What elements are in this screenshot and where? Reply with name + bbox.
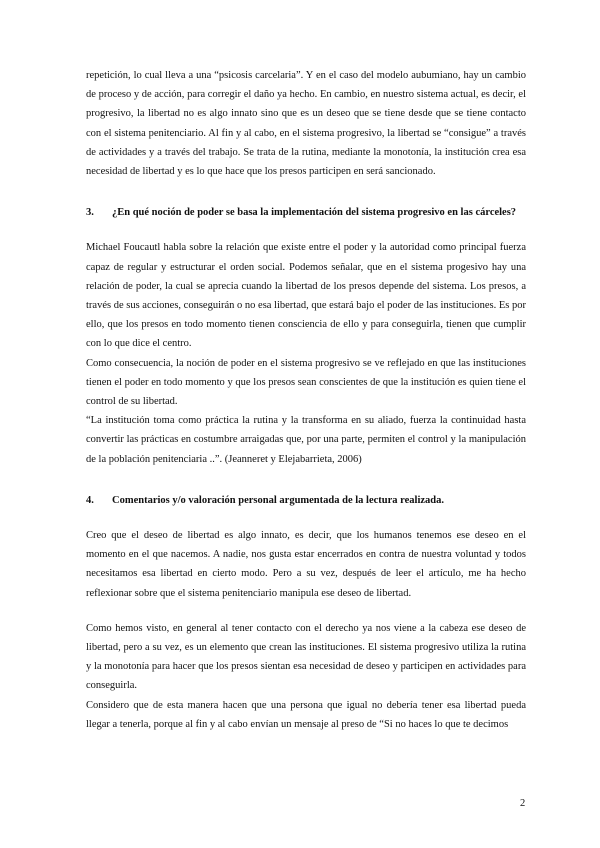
paragraph-section-3-quote: “La institución toma como práctica la rutina y la transforma en su aliado, fuerza la continuidad hasta convertir las prácticas en costumbre arraigadas que, por una parte, permiten el control y la manipulación de la población penitenciaria ..”. (Jeanneret y Elejabarrieta, 2006) bbox=[86, 415, 526, 465]
paragraph-section-3-2: Como consecuencia, la noción de poder en el sistema progresivo se ve reflejado en que las instituciones tienen el poder en todo momento y que los presos sean conscientes de que la institución es quien tiene el control de su libertad. bbox=[86, 357, 526, 408]
page-number: 2 bbox=[520, 798, 526, 809]
page-body bbox=[86, 66, 526, 734]
section-3-title: ¿En qué noción de poder se basa la implementación del sistema progresivo en las cárceles? bbox=[112, 207, 517, 219]
paragraph-intro: repetición, lo cual lleva a una “psicosis carcelaria”. Y en el caso del modelo aubumiano, hay un cambio de proceso y de acción, para corregir el daño ya hecho. En cambio, en nuestro sistema actual, es decir, el progresivo, la libertad no es algo innato sino que es un deseo que se tiene desde que se tiene contacto con el sistema penitenciario. Al fin y al cabo, en el sistema progresivo, la libertad se “consigue” a través de actividades y a través del trabajo. Se trata de la rutina, mediante la monotonía, la institución crea esa necesidad de libertad y es lo que hace que los presos participen en será sancionado. bbox=[86, 70, 526, 178]
section-4-heading bbox=[86, 491, 526, 510]
paragraph-section-3-1: Michael Foucautl habla sobre la relación que existe entre el poder y la autoridad como principal fuerza capaz de regular y estructurar el orden social. Podemos señalar, que en el sistema progesivo hay una relación de poder, la cual se aprecia cuando la libertad de los presos depende del sistema. Los presos, a través de sus acciones, conseguirán o no esa libertad, que estará bajo el poder de las instituciones. Es por ello, que los presos en todo momento tienen consciencia de ello y para conseguirla, tienen que cumplir con lo que dice el centro. bbox=[86, 242, 526, 350]
section-3-heading bbox=[86, 203, 526, 222]
section-3-number: 3. bbox=[86, 207, 94, 219]
paragraph-section-4-1: Creo que el deseo de libertad es algo innato, es decir, que los humanos tenemos ese deseo en el momento en el que nacemos. A nadie, nos gusta estar encerrados en contra de nuestra voluntad y todos necesitamos esa libertad en cierto modo. Pero a su vez, después de leer el artículo, me ha hecho reflexionar sobre que el sistema penitenciario manipula ese deseo de libertad. bbox=[86, 530, 526, 599]
section-4-title: Comentarios y/o valoración personal argumentada de la lectura realizada. bbox=[112, 494, 444, 506]
paragraph-section-4-2: Como hemos visto, en general al tener contacto con el derecho ya nos viene a la cabeza ese deseo de libertad, pero a su vez, es un elemento que crean las instituciones. El sistema progresivo utiliza la rutina y la monotonía para hacer que los presos sientan esa necesidad de deseo y participen en actividades para conseguirla. bbox=[86, 622, 526, 692]
paragraph-section-4-3: Considero que de esta manera hacen que una persona que igual no debería tener esa libertad pueda llegar a tenerla, porque al fin y al cabo envían un mensaje al preso de “Si no haces lo que te decimos bbox=[86, 699, 526, 730]
section-4-number: 4. bbox=[86, 494, 94, 506]
